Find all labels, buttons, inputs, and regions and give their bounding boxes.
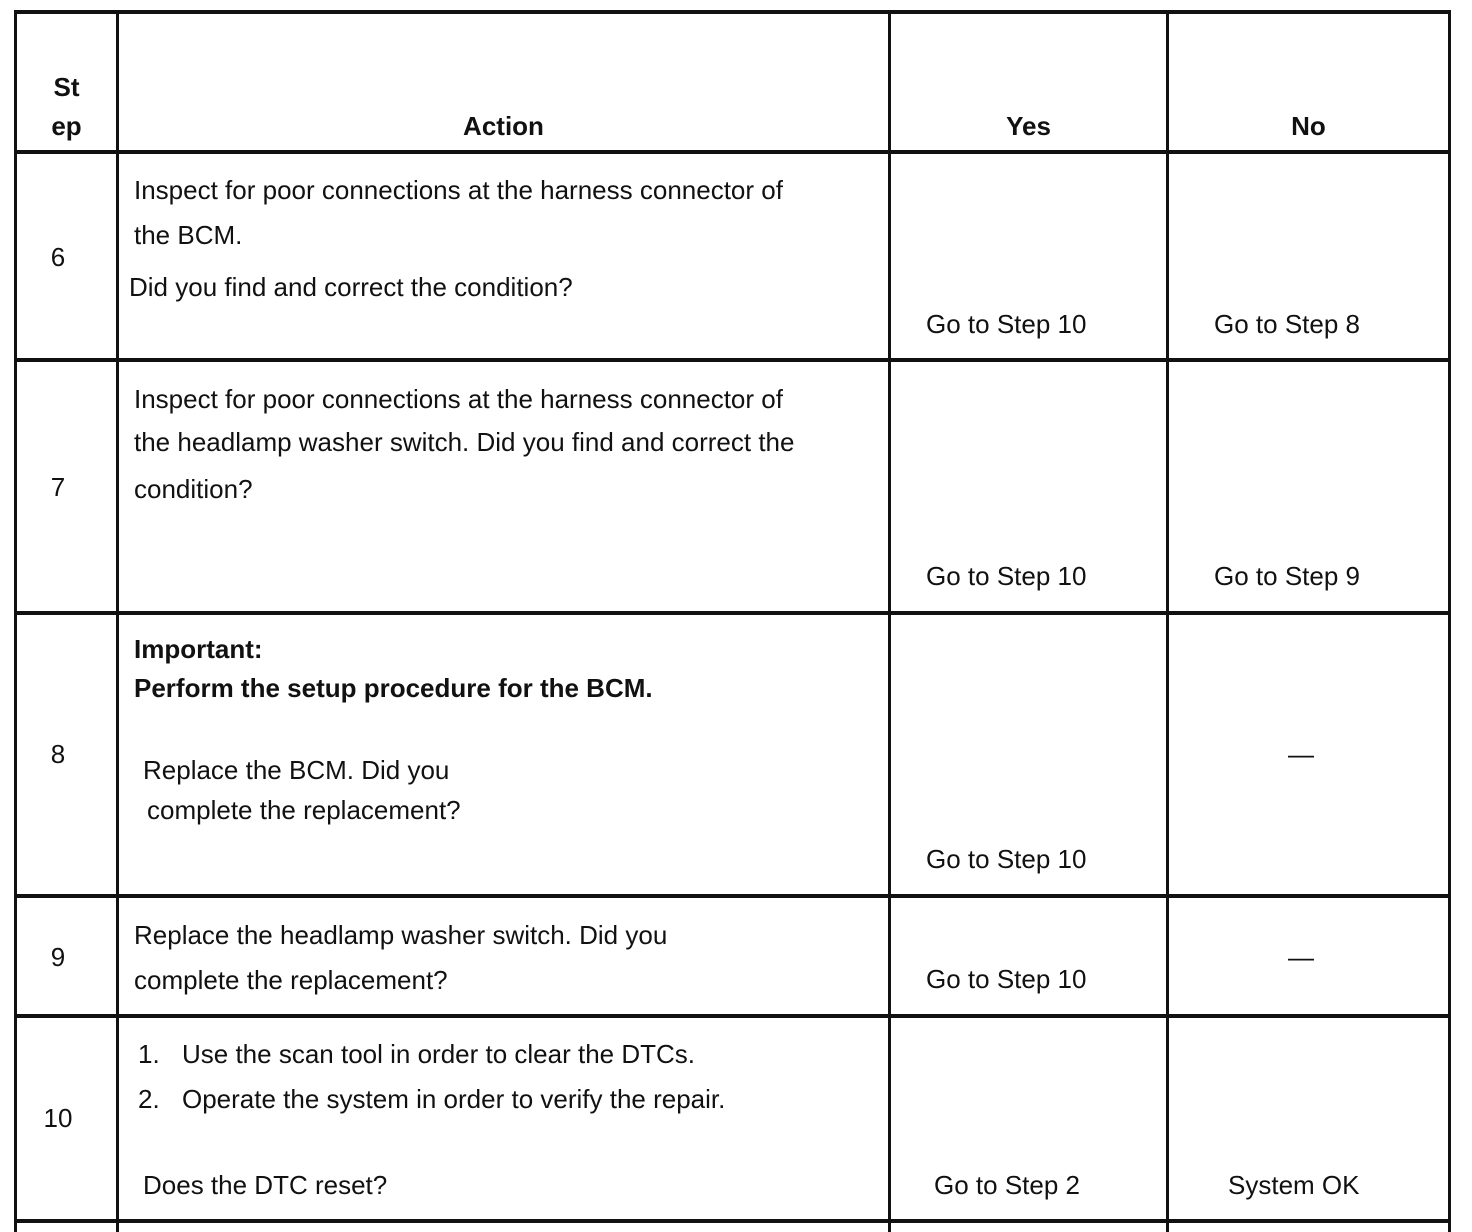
list-item-text: Operate the system in order to verify the repair. [182, 1084, 726, 1114]
table-border-top [14, 10, 1451, 14]
action-text: the BCM. [134, 220, 243, 250]
yes-result: Go to Step 10 [926, 561, 1087, 591]
header-yes: Yes [1006, 111, 1051, 141]
table-border-bottom [14, 1219, 1451, 1223]
column-divider [1166, 10, 1169, 1232]
no-result: — [1288, 739, 1314, 769]
no-result: Go to Step 8 [1214, 309, 1360, 339]
action-text: Inspect for poor connections at the harness connector of [134, 175, 783, 205]
step-number: 6 [50, 242, 66, 272]
header-divider [14, 150, 1451, 154]
action-question: Did you find and correct the condition? [129, 272, 573, 302]
yes-result: Go to Step 2 [934, 1170, 1080, 1200]
action-text: complete the replacement? [147, 795, 461, 825]
header-action: Action [463, 111, 544, 141]
no-result: — [1288, 942, 1314, 972]
row-divider [14, 611, 1451, 615]
no-result: Go to Step 9 [1214, 561, 1360, 591]
step-number: 9 [50, 942, 66, 972]
action-text: complete the replacement? [134, 965, 448, 995]
list-item-number: 2. [138, 1084, 160, 1114]
action-text: Replace the headlamp washer switch. Did you [134, 920, 668, 950]
action-text: condition? [134, 474, 253, 504]
column-divider [888, 10, 891, 1232]
row-divider [14, 1014, 1451, 1018]
yes-result: Go to Step 10 [926, 844, 1087, 874]
action-text: Replace the BCM. Did you [143, 755, 450, 785]
action-text: Inspect for poor connections at the harness connector of [134, 384, 783, 414]
important-label: Important: [134, 634, 263, 664]
yes-result: Go to Step 10 [926, 964, 1087, 994]
header-step: St ep [51, 72, 82, 141]
action-text: the headlamp washer switch. Did you find and correct the [134, 427, 795, 457]
step-number: 8 [50, 739, 66, 769]
row-divider [14, 894, 1451, 898]
column-divider [116, 10, 119, 1232]
important-text: Perform the setup procedure for the BCM. [134, 673, 653, 703]
step-number: 7 [50, 472, 66, 502]
yes-result: Go to Step 10 [926, 309, 1087, 339]
row-divider [14, 358, 1451, 362]
header-no: No [1291, 111, 1326, 141]
table-border-right [1448, 10, 1451, 1232]
no-result: System OK [1228, 1170, 1360, 1200]
action-question: Does the DTC reset? [143, 1170, 388, 1200]
list-item-text: Use the scan tool in order to clear the DTCs. [182, 1039, 696, 1069]
step-number: 10 [43, 1103, 73, 1133]
table-border-left [14, 10, 17, 1232]
list-item-number: 1. [138, 1039, 160, 1069]
